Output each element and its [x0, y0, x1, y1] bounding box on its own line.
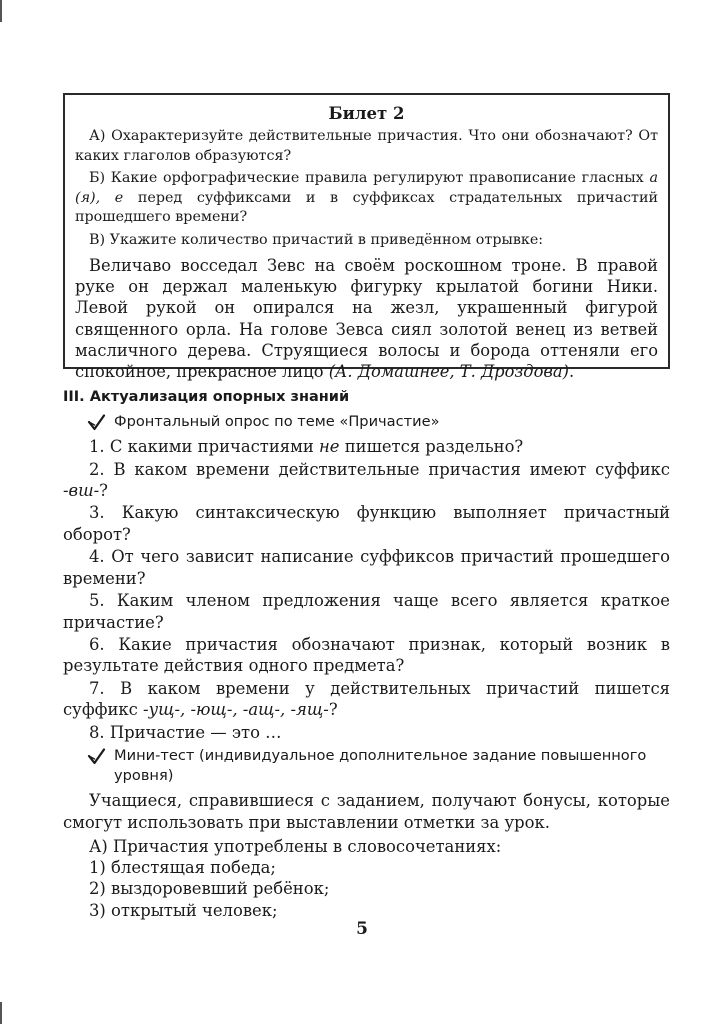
main-content — [63, 387, 670, 921]
ticket-excerpt — [75, 255, 658, 382]
question-6: 6. Какие причастия обозначают признак, который возник в результате действия одного предмета? — [63, 635, 670, 676]
question-1-end: пишется раздельно? — [339, 437, 524, 456]
crop-mark-top — [0, 0, 2, 22]
option-3: 3) открытый человек; — [89, 900, 278, 920]
crop-mark-bottom — [0, 1002, 2, 1024]
ticket-box — [63, 93, 670, 382]
frontal-survey-text: Фронтальный опрос по теме «Причастие» — [114, 413, 440, 430]
check-icon — [87, 414, 106, 431]
question-1-italic: не — [319, 437, 340, 456]
option-1: 1) блестящая победа; — [89, 858, 276, 878]
question-7 — [63, 678, 670, 721]
question-2-italic: -вш- — [63, 480, 100, 500]
question-1-start: 1. С какими причастиями — [89, 437, 320, 456]
excerpt-author: (А. Домашнее, Т. Дроздова) — [328, 362, 569, 382]
option-2: 2) выздоровевший ребёнок; — [89, 879, 330, 899]
excerpt-end: . — [568, 362, 575, 382]
question-7-end: ? — [328, 700, 338, 720]
section-heading: III. Актуализация опорных знаний — [63, 389, 350, 405]
frontal-survey-label — [87, 412, 670, 432]
page-number: 5 — [356, 919, 368, 939]
mini-test-label — [87, 746, 670, 786]
question-3: 3. Какую синтаксическую функцию выполняет причастный оборот? — [63, 503, 670, 544]
ticket-question-c: В) Укажите количество причастий в приведённом отрывке: — [89, 231, 544, 248]
question-4: 4. От чего зависит написание суффиксов причастий прошедшего времени? — [63, 547, 670, 588]
question-7-start: 7. В каком времени у действительных причастий пишется суффикс — [63, 679, 670, 720]
ticket-question-a: А) Охарактеризуйте действительные причастия. Что они обозначают? От каких глаголов образуются? — [75, 128, 658, 164]
check-icon — [87, 748, 106, 765]
question-2 — [63, 459, 670, 502]
question-2-end: ? — [99, 480, 108, 500]
ticket-question-b-start: Б) Какие орфографические правила регулируют правописание гласных — [89, 170, 650, 186]
excerpt-text: Величаво восседал Зевс на своём роскошном троне. В правой руке он держал маленькую фигурку крылатой богини Ники. Левой рукой он опирался на жезл, украшенный фигурой священного орла. На голове Зевса сиял золотой венец из ветвей масличного дерева. Струящиеся волосы и борода оттеняли его спокойное, прекрасное лицо — [75, 256, 658, 382]
bonus-paragraph: Учащиеся, справившиеся с заданием, получают бонусы, которые смогут использовать при выставлении отметки за урок. — [63, 791, 670, 832]
question-2-start: 2. В каком времени действительные причастия имеют суффикс — [89, 459, 670, 479]
question-1 — [63, 436, 670, 457]
question-5: 5. Каким членом предложения чаще всего является краткое причастие? — [63, 591, 670, 632]
mini-test-text: Мини-тест (индивидуальное дополнительное задание повышенного уровня) — [114, 747, 647, 785]
task-a: А) Причастия употреблены в словосочетаниях: — [89, 836, 502, 856]
question-7-italic: -ущ-, -ющ-, -ащ-, -ящ- — [143, 700, 329, 720]
ticket-question-b — [75, 169, 658, 228]
ticket-question-b-letters: а (я), е — [75, 170, 658, 206]
ticket-title: Билет 2 — [328, 104, 405, 123]
ticket-question-b-end: перед суффиксами и в суффиксах страдательных причастий прошедшего времени? — [75, 189, 659, 225]
question-8: 8. Причастие — это … — [89, 722, 282, 742]
